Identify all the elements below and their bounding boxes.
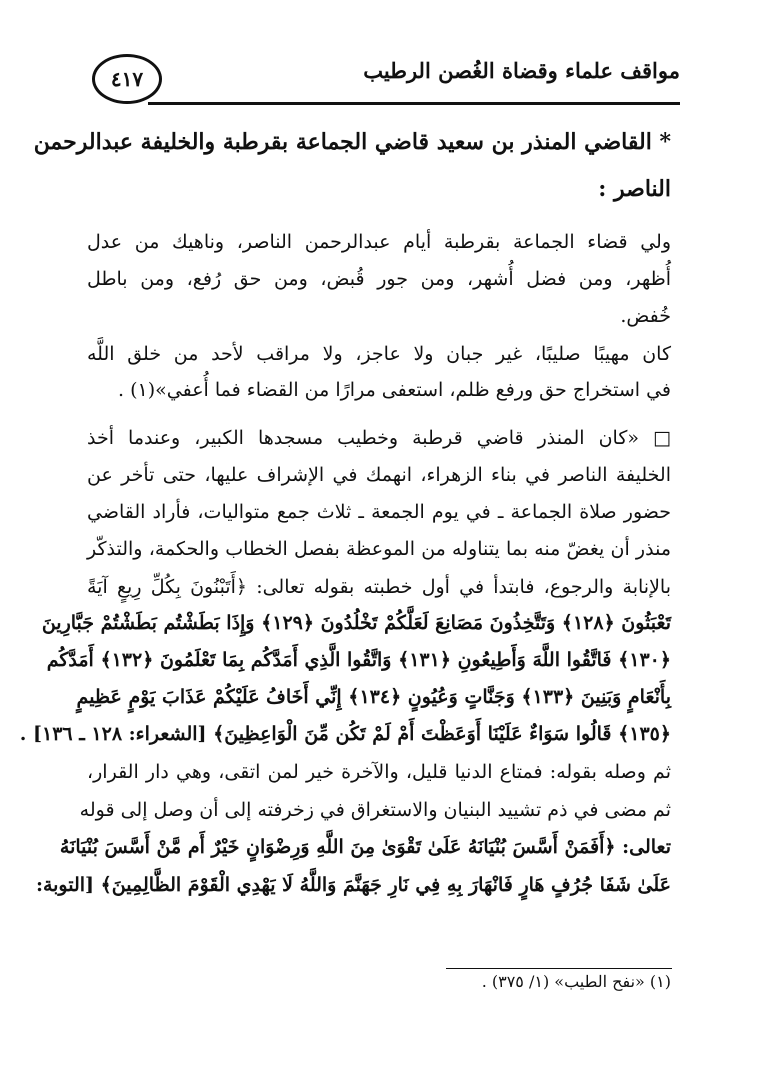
text-line: تعالى: ﴿أَفَمَنْ أَسَّسَ بُنْيَانَهُ عَلَىٰ تَقْوَىٰ مِنَ اللَّهِ وَرِضْوَانٍ خَيْرٌ أَم مَّنْ أَسَّسَ بُنْيَانَهُ — [59, 836, 671, 858]
text-line: ثم مضى في ذم تشييد البنيان والاستغراق في زخرفته إلى أن وصل إلى قوله — [79, 799, 671, 821]
text-line: * القاضي المنذر بن سعيد قاضي الجماعة بقرطبة والخليفة عبدالرحمن — [33, 129, 671, 155]
text-line: ﴿١٣٥﴾ قَالُوا سَوَاءٌ عَلَيْنَا أَوَعَظْتَ أَمْ لَمْ تَكُن مِّنَ الْوَاعِظِينَ﴾ [الشعراء: ١٢٨ ـ ١٣٦] . — [19, 723, 671, 745]
running-title: مواقف علماء وقضاة الغُصن الرطيب — [363, 58, 680, 83]
text-line: ثم وصله بقوله: فمتاع الدنيا قليل، والآخرة خير لمن اتقى، وهي دار القرار، — [87, 761, 671, 783]
text-line: بالإنابة والرجوع، فابتدأ في أول خطبته بقوله تعالى: ﴿أَتَبْنُونَ بِكُلِّ رِيعٍ آيَةً — [87, 576, 671, 598]
footnote-separator — [446, 968, 672, 969]
text-line: خُفض. — [620, 305, 671, 327]
text-line: ولي قضاء الجماعة بقرطبة أيام عبدالرحمن الناصر، وناهيك من عدل — [87, 231, 671, 253]
page-header — [80, 48, 680, 108]
footnote: (١) «نفح الطيب» (١/ ٣٧٥) . — [481, 972, 671, 991]
text-line: بِأَنْعَامٍ وَبَنِينَ ﴿١٣٣﴾ وَجَنَّاتٍ وَعُيُونٍ ﴿١٣٤﴾ إِنِّي أَخَافُ عَلَيْكُمْ عَذَابَ يَوْمٍ عَظِيمٍ — [76, 686, 671, 708]
text-line: في استخراج حق ورفع ظلم، استعفى مرارًا من القضاء فما أُعفي»(١) . — [118, 379, 671, 401]
text-line: حضور صلاة الجماعة ـ في يوم الجمعة ـ ثلاث جمع متواليات، فأراد القاضي — [87, 501, 671, 523]
page-number: ٤١٧ — [92, 54, 162, 104]
text-line: أُظهر، ومن فضل أُشهر، ومن جور قُبض، ومن حق رُفع، ومن باطل — [87, 268, 671, 290]
text-line: □ «كان المنذر قاضي قرطبة وخطيب مسجدها الكبير، وعندما أخذ — [87, 427, 671, 449]
text-line: الخليفة الناصر في بناء الزهراء، انهمك في الإشراف عليها، حتى تأخر عن — [87, 464, 671, 486]
header-rule — [148, 102, 680, 105]
text-line: الناصر : — [598, 176, 671, 202]
text-line: منذر أن يغضّ منه بما يتناوله من الموعظة بفصل الخطاب والحكمة، والتذكّر — [87, 538, 671, 560]
text-line: كان مهيبًا صليبًا، غير جبان ولا عاجز، ولا مراقب لأحد من خلق اللَّه — [87, 343, 671, 365]
text-line: عَلَىٰ شَفَا جُرُفٍ هَارٍ فَانْهَارَ بِهِ فِي نَارِ جَهَنَّمَ وَاللَّهُ لَا يَهْدِي الْقَوْمَ الظَّالِمِينَ﴾ [التوبة: — [35, 874, 671, 896]
text-line: ﴿١٣٠﴾ فَاتَّقُوا اللَّهَ وَأَطِيعُونِ ﴿١٣١﴾ وَاتَّقُوا الَّذِي أَمَدَّكُم بِمَا تَعْلَمُونَ ﴿١٣٢﴾ أَمَدَّكُم — [46, 649, 671, 671]
text-line: تَعْبَثُونَ ﴿١٢٨﴾ وَتَتَّخِذُونَ مَصَانِعَ لَعَلَّكُمْ تَخْلُدُونَ ﴿١٢٩﴾ وَإِذَا بَطَشْتُم بَطَشْتُمْ جَبَّارِينَ — [41, 612, 671, 634]
